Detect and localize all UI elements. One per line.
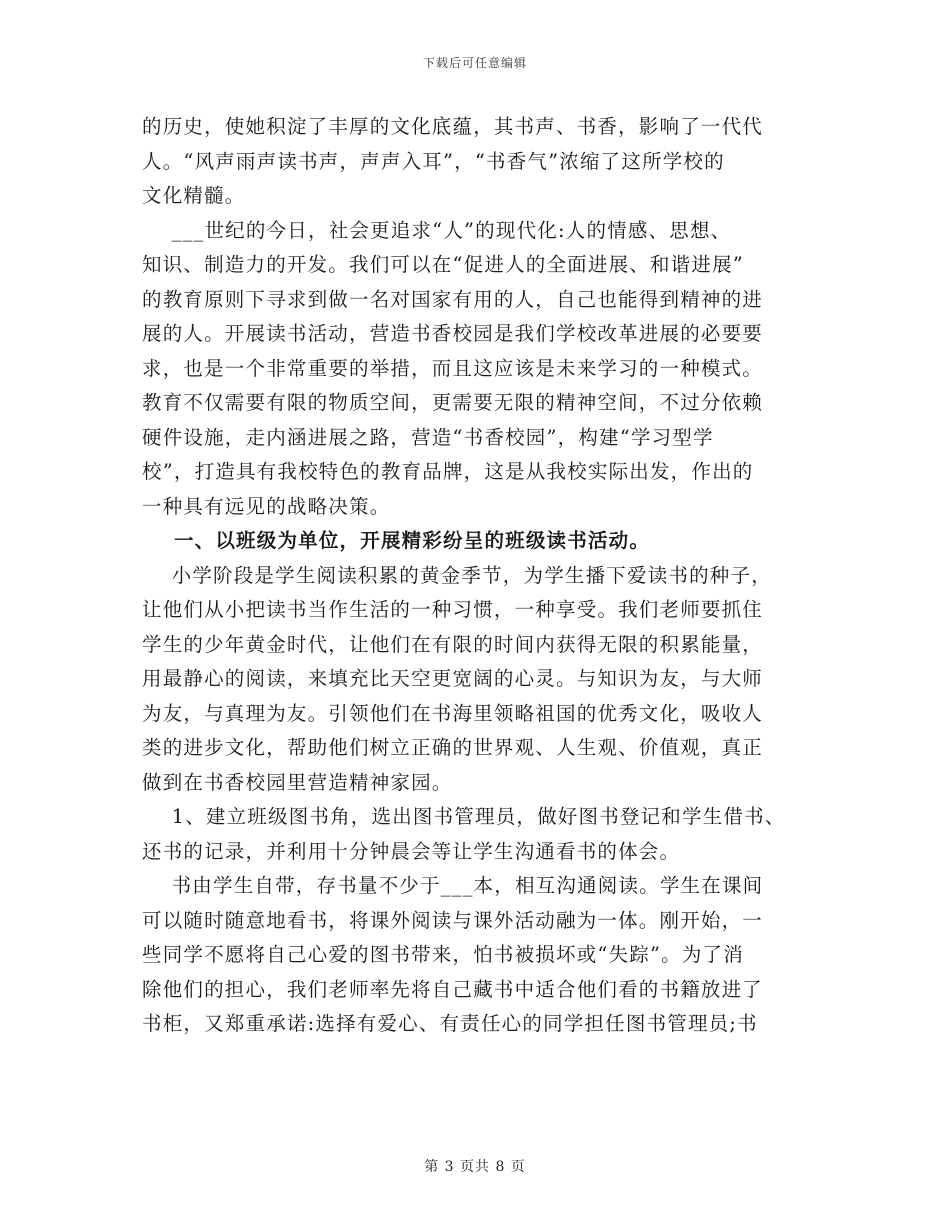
text-line: 类的进步文化，帮助他们树立正确的世界观、人生观、价值观，真正 xyxy=(142,736,764,759)
text-line: 展的人。开展读书活动，营造书香校园是我们学校改革进展的必要要 xyxy=(142,322,764,345)
text-line: 书由学生自带，存书量不少于___本，相互沟通阅读。学生在课间 xyxy=(142,874,764,897)
text-line: ___世纪的今日，社会更追求“人”的现代化:人的情感、思想、 xyxy=(142,218,732,242)
text-line: 学生的少年黄金时代，让他们在有限的时间内获得无限的积累能量， xyxy=(142,632,764,656)
text-line: 可以随时随意地看书，将课外阅读与课外活动融为一体。刚开始，一 xyxy=(142,908,764,932)
text-line: 为友，与真理为友。引领他们在书海里领略祖国的优秀文化，吸收人 xyxy=(142,701,764,725)
document-body xyxy=(142,110,822,1042)
text-line: 书柜，又郑重承诺:选择有爱心、有责任心的同学担任图书管理员;书 xyxy=(142,1012,758,1035)
text-line: 一种具有远见的战略决策。 xyxy=(142,494,391,518)
text-line: 教育不仅需要有限的物质空间，更需要无限的精神空间，不过分依赖 xyxy=(142,391,764,414)
text-line: 用最静心的阅读，来填充比天空更宽阔的心灵。与知识为友，与大师 xyxy=(142,667,764,690)
text-line: 做到在书香校园里营造精神家园。 xyxy=(142,770,453,794)
page-header: 下载后可任意编辑 xyxy=(422,56,527,70)
section-heading: 一、以班级为单位，开展精彩纷呈的班级读书活动。 xyxy=(142,529,651,552)
text-line: 的历史，使她积淀了丰厚的文化底蕴，其书声、书香，影响了一代代 xyxy=(142,115,764,138)
text-line: 文化精髓。 xyxy=(142,184,246,207)
text-line: 小学阶段是学生阅读积累的黄金季节，为学生播下爱读书的种子， xyxy=(142,563,772,587)
text-line: 让他们从小把读书当作生活的一种习惯，一种享受。我们老师要抓住 xyxy=(142,598,764,621)
text-line: 1、建立班级图书角，选出图书管理员，做好图书登记和学生借书、 xyxy=(142,805,786,828)
text-line: 校”，打造具有我校特色的教育品牌，这是从我校实际出发，作出的 xyxy=(142,460,754,483)
text-line: 求，也是一个非常重要的举措，而且这应该是未来学习的一种模式。 xyxy=(142,356,764,380)
text-line: 硬件设施，走内涵进展之路，营造“书香校园”，构建“学习型学 xyxy=(142,425,714,449)
text-line: 人。“风声雨声读书声，声声入耳”，“书香气”浓缩了这所学校的 xyxy=(142,149,725,173)
text-line: 还书的记录，并利用十分钟晨会等让学生沟通看书的体会。 xyxy=(142,839,681,863)
text-line: 知识、制造力的开发。我们可以在“促进人的全面进展、和谐进展” xyxy=(142,253,744,276)
page-number: 第 3 页共 8 页 xyxy=(424,1159,526,1175)
text-line: 除他们的担心，我们老师率先将自己藏书中适合他们看的书籍放进了 xyxy=(142,977,764,1001)
text-line: 的教育原则下寻求到做一名对国家有用的人，自己也能得到精神的进 xyxy=(142,287,764,311)
text-line: 些同学不愿将自己心爱的图书带来，怕书被损坏或“失踪”。为了消 xyxy=(142,943,744,966)
